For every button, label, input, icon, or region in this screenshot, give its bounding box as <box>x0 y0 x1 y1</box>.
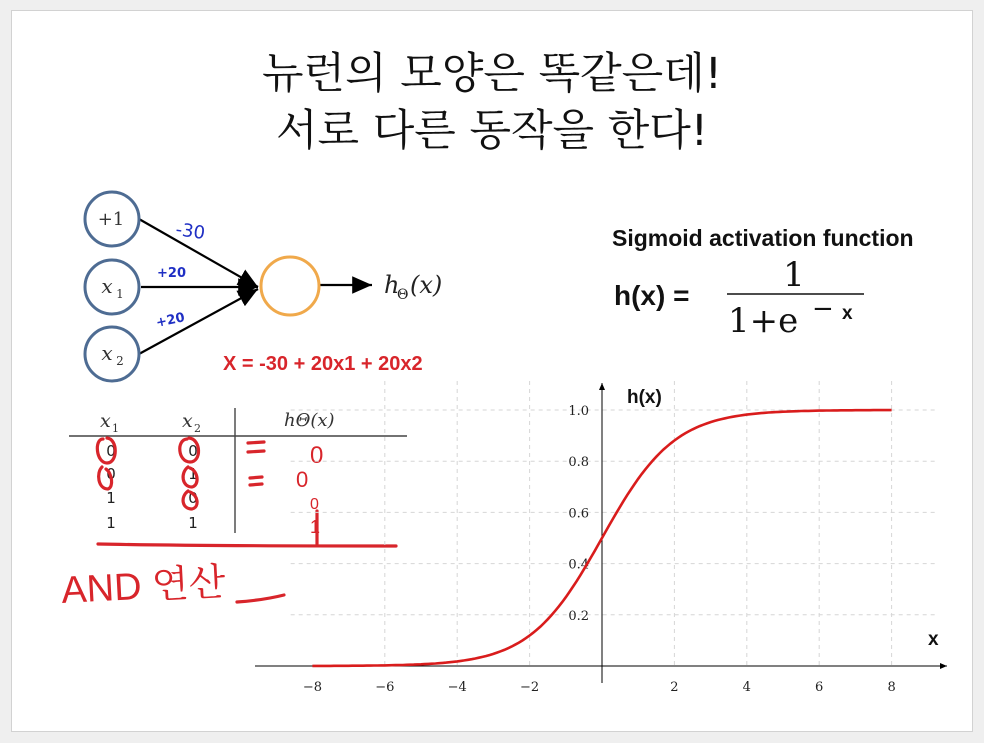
and-operation-label: AND 연산 <box>60 561 227 612</box>
x1-label: x <box>101 274 113 298</box>
header-x1-sub: 1 <box>112 422 119 435</box>
x-axis-label: x <box>928 629 939 650</box>
row2-x1: 0 <box>106 465 116 483</box>
row4-x1: 1 <box>106 514 116 532</box>
x-tick-label: −4 <box>447 680 467 695</box>
hand-output-row2: 0 <box>296 467 309 492</box>
output-node <box>261 257 319 315</box>
x-tick-label: 4 <box>742 680 751 695</box>
header-x1: x <box>100 410 111 432</box>
row2-x2: 1 <box>188 465 198 483</box>
y-tick-label: 0.6 <box>568 506 589 522</box>
x-tick-label: 6 <box>815 680 824 695</box>
slide <box>11 10 973 732</box>
ink-and-tail <box>237 595 284 602</box>
hand-output-row4: 1 <box>310 517 321 537</box>
title-line-1: 뉴런의 모양은 똑같은데! <box>262 49 722 99</box>
y-tick-label: 0.8 <box>568 455 589 471</box>
x-tick-label: −8 <box>302 680 322 695</box>
y-axis-label: h(x) <box>627 387 662 408</box>
y-tick-label: 0.2 <box>568 608 589 624</box>
sigmoid-exponent-var: x <box>842 303 853 324</box>
sigmoid-formula <box>612 225 914 341</box>
sigmoid-numerator: 1 <box>783 255 805 295</box>
ink-equals-row2 <box>250 477 262 485</box>
sigmoid-chart <box>255 381 947 695</box>
output-arg: (x) <box>410 271 443 299</box>
x2-subscript: 2 <box>116 354 124 368</box>
output-h: h <box>384 271 400 299</box>
ink-underline <box>98 544 396 546</box>
x-tick-label: −2 <box>520 680 540 695</box>
truth-table <box>69 408 407 533</box>
weight-x1: +20 <box>157 266 186 281</box>
output-theta: Θ <box>397 287 409 303</box>
x2-label: x <box>101 341 113 365</box>
weight-x2: +20 <box>154 310 187 331</box>
x1-subscript: 1 <box>116 287 124 301</box>
header-x2-sub: 2 <box>194 422 201 435</box>
sigmoid-lhs: h(x) = <box>614 280 690 311</box>
weight-bias: -30 <box>174 219 207 245</box>
x-tick-label: −6 <box>375 680 395 695</box>
hand-output-row3: 0 <box>310 496 319 513</box>
chart-grid <box>291 381 935 666</box>
row4-x2: 1 <box>188 514 198 532</box>
y-tick-label: 1.0 <box>568 404 589 419</box>
y-tick-label: 0.4 <box>568 557 589 573</box>
slide-canvas <box>12 11 973 732</box>
title-line-2: 서로 다른 동작을 한다! <box>275 106 709 156</box>
row1-x2: 0 <box>188 442 198 460</box>
x-tick-label: 8 <box>887 680 896 695</box>
sigmoid-denominator: 1+e <box>728 301 799 341</box>
row3-x2: 0 <box>188 489 198 507</box>
ink-equals-row1 <box>248 442 264 452</box>
chart-ticks <box>303 404 896 695</box>
x-formula: X = -30 + 20x1 + 20x2 <box>223 353 423 375</box>
header-x2: x <box>182 410 193 432</box>
hand-output-row1: 0 <box>310 442 324 469</box>
sigmoid-exponent-sign: − <box>812 294 834 324</box>
bias-label: +1 <box>97 209 125 230</box>
row1-x1: 0 <box>106 442 116 460</box>
row3-x1: 1 <box>106 489 116 507</box>
sigmoid-label: Sigmoid activation function <box>612 225 914 251</box>
header-h: hΘ(x) <box>284 410 335 431</box>
ink-loop-x1-row2 <box>99 467 112 489</box>
x-tick-label: 2 <box>670 680 679 695</box>
